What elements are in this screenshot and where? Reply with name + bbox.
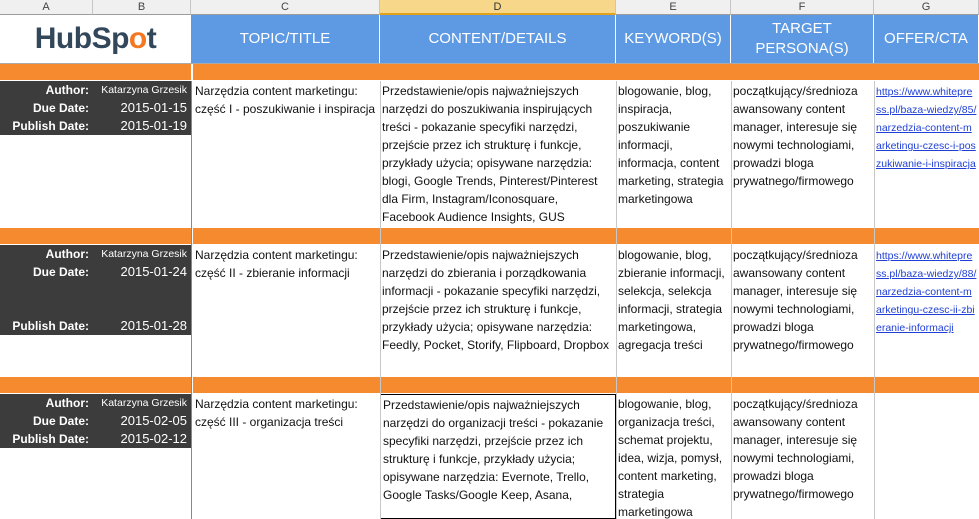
keywords-cell[interactable]: blogowanie, blog, organizacja treści, schemat projektu, idea, wizja, pomysł, content marketing, strategia marketingowa xyxy=(618,397,723,519)
persona-cell[interactable]: początkujący/średnioza awansowany content manager, interesuje się nowymi technologiami, prowadzi bloga prywatnego/firmowego xyxy=(733,84,858,188)
gridline xyxy=(191,81,192,519)
meta-block xyxy=(0,245,191,335)
logo-text-before: HubSp xyxy=(34,22,129,55)
gridline xyxy=(616,81,617,519)
due-date-label: Due Date: xyxy=(32,265,89,279)
header-content-label: CONTENT/DETAILS xyxy=(428,30,567,47)
header-topic[interactable] xyxy=(191,15,380,63)
column-header-d[interactable]: D xyxy=(380,0,616,15)
author-label: Author: xyxy=(45,83,89,97)
author-label: Author: xyxy=(45,396,89,410)
author-value[interactable]: Katarzyna Grzesik xyxy=(101,397,187,409)
offer-cell[interactable] xyxy=(874,394,979,519)
publish-date-value[interactable]: 2015-02-12 xyxy=(120,431,187,446)
author-value[interactable]: Katarzyna Grzesik xyxy=(101,248,187,260)
meta-block xyxy=(0,394,191,448)
offer-link[interactable]: https://www.whitepress.pl/baza-wiedzy/88/narzedzia-content-marketingu-czesc-ii-zbieranie-informacji xyxy=(876,250,977,334)
author-value[interactable]: Katarzyna Grzesik xyxy=(101,84,187,96)
header-keywords[interactable] xyxy=(616,15,731,63)
offer-link[interactable]: https://www.whitepress.pl/baza-wiedzy/85/narzedzia-content-marketingu-czesc-i-poszukiwanie-i-inspiracja xyxy=(876,86,977,170)
due-date-label: Due Date: xyxy=(32,101,89,115)
gridline xyxy=(874,81,875,519)
section-divider xyxy=(193,64,979,80)
topic-cell[interactable]: Narzędzia content marketingu: część II - zbieranie informacji xyxy=(195,248,358,280)
publish-date-value[interactable]: 2015-01-28 xyxy=(120,318,187,333)
header-persona-line2: PERSONA(S) xyxy=(755,40,849,57)
due-date-value[interactable]: 2015-02-05 xyxy=(120,413,187,428)
header-offer-label: OFFER/CTA xyxy=(884,30,968,47)
gridline xyxy=(380,81,381,519)
header-content[interactable] xyxy=(380,15,616,63)
keywords-cell[interactable]: blogowanie, blog, zbieranie informacji, selekcja, selekcja informacji, strategia marketingowa, agregacja treści xyxy=(618,248,725,352)
topic-cell[interactable]: Narzędzia content marketingu: część I - poszukiwanie i inspiracja xyxy=(195,84,376,116)
logo-text-after: t xyxy=(146,22,157,55)
column-header-e[interactable]: E xyxy=(616,0,731,15)
header-topic-label: TOPIC/TITLE xyxy=(239,30,331,47)
publish-date-label: Publish Date: xyxy=(12,319,89,333)
section-divider xyxy=(193,377,979,393)
section-divider xyxy=(0,228,191,244)
section-divider xyxy=(193,228,979,244)
section-divider xyxy=(0,377,191,393)
persona-cell[interactable]: początkujący/średnioza awansowany content manager, interesuje się nowymi technologiami, prowadzi bloga prywatnego/firmowego xyxy=(733,397,858,501)
logo-sprocket-o: o xyxy=(128,22,147,55)
offer-cell[interactable] xyxy=(874,81,979,227)
author-label: Author: xyxy=(45,247,89,261)
header-persona-line1: TARGET xyxy=(772,20,832,37)
column-header-c[interactable]: C xyxy=(191,0,380,15)
column-header-b[interactable]: B xyxy=(93,0,191,15)
content-cell[interactable]: Przedstawienie/opis najważniejszych narzędzi do zbierania i porządkowania informacji - pokazanie specyfiki narzędzi, przejście przez ich strukturę i funkcje, przykłady użycia; opisywane narzędzia: Feedly, Pocket, Storify, Flipboard, Dropbox xyxy=(382,248,609,352)
keywords-cell[interactable]: blogowanie, blog, inspiracja, poszukiwanie informacji, informacja, content marketing, strategia marketingowa xyxy=(618,84,724,206)
content-cell-selected[interactable]: Przedstawienie/opis najważniejszych narzędzi do organizacji treści - pokazanie specyfiki narzędzi, przejście przez ich strukturę i funkcje, przykłady użycia; opisywane narzędzia: Evernote, Trello, Google Tasks/Google Keep, Asana, xyxy=(380,394,616,519)
column-header-g[interactable]: G xyxy=(874,0,979,15)
hubspot-logo xyxy=(0,15,191,63)
publish-date-label: Publish Date: xyxy=(12,432,89,446)
publish-date-label: Publish Date: xyxy=(12,119,89,133)
content-cell[interactable]: Przedstawienie/opis najważniejszych narzędzi do poszukiwania inspirujących treści - pokazanie specyfiki narzędzi, przejście przez ich strukturę i funkcje, przykłady użycia; opisywane narzędzia: blogi, Google Trends, Pinterest/Pinterest dla Firm, Instagram/Iconosquare, Facebook Audience Insights, GUS xyxy=(382,84,598,224)
persona-cell[interactable]: początkujący/średnioza awansowany content manager, interesuje się nowymi technologiami, prowadzi bloga prywatnego/firmowego xyxy=(733,248,858,352)
due-date-value[interactable]: 2015-01-15 xyxy=(120,100,187,115)
section-divider xyxy=(0,64,191,80)
due-date-value[interactable]: 2015-01-24 xyxy=(120,264,187,279)
publish-date-value[interactable]: 2015-01-19 xyxy=(120,118,187,133)
header-keywords-label: KEYWORD(S) xyxy=(624,30,722,47)
meta-block xyxy=(0,81,191,135)
offer-cell[interactable] xyxy=(874,245,979,375)
header-persona[interactable] xyxy=(731,15,874,63)
topic-cell[interactable]: Narzędzia content marketingu: część III - organizacja treści xyxy=(195,397,358,429)
gridline xyxy=(731,81,732,519)
due-date-label: Due Date: xyxy=(32,414,89,428)
column-header-f[interactable]: F xyxy=(731,0,874,15)
gridline xyxy=(0,63,979,64)
column-header-a[interactable]: A xyxy=(0,0,93,15)
header-offer[interactable] xyxy=(874,15,979,63)
